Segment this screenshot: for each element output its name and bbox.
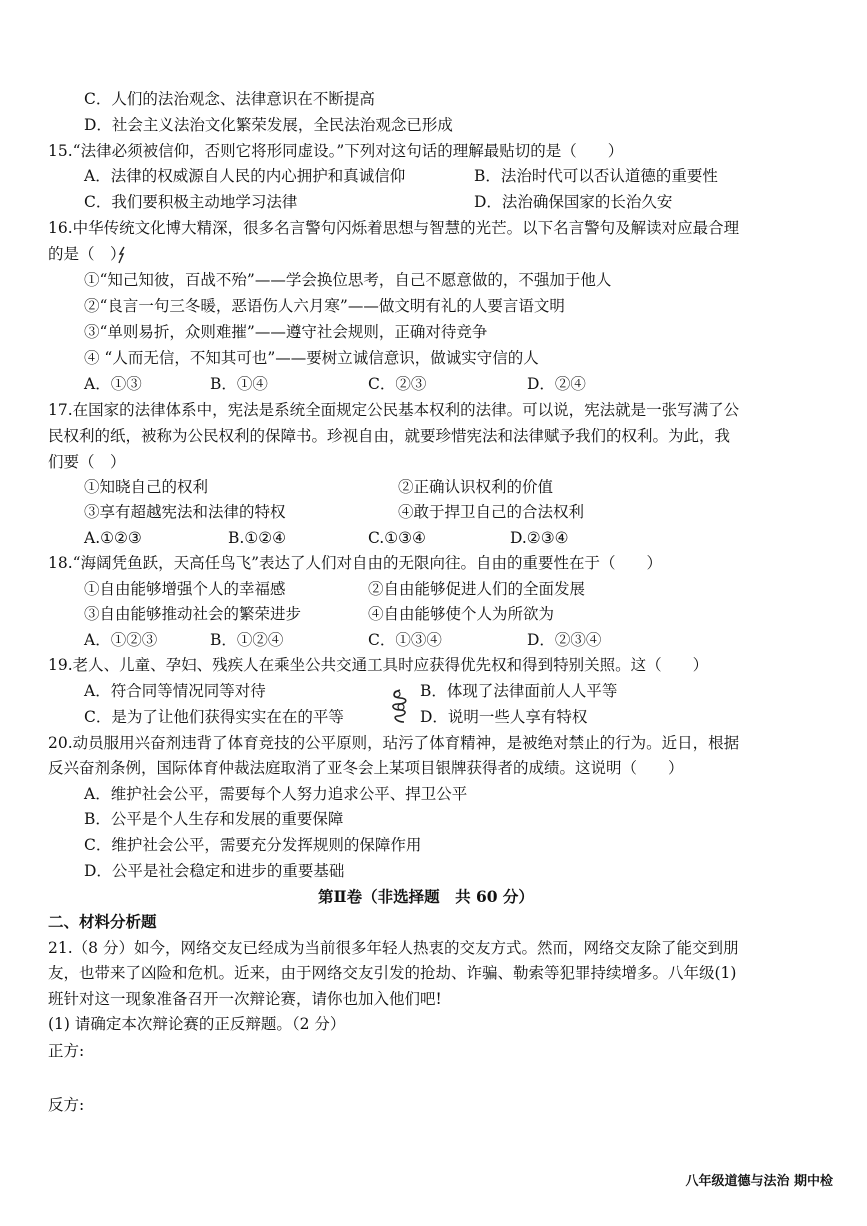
- q16-stem-line2: 的是（ ）: [48, 245, 126, 263]
- q15-option-c: C．我们要积极主动地学习法律: [84, 193, 298, 211]
- q16-option-c: C．②③: [368, 375, 427, 393]
- pen-mark-icon: [116, 246, 128, 264]
- q15-stem: 15.“法律必须被信仰，否则它将形同虚设。”下列对这句话的理解最贴切的是（ ）: [48, 142, 624, 160]
- q16-option-a: A．①③: [84, 375, 142, 393]
- q16-item-1: ①“知己知彼，百战不殆”——学会换位思考，自己不愿意做的，不强加于他人: [84, 271, 612, 289]
- q17-stem-line2: 民权利的纸，被称为公民权利的保障书。珍视自由，就要珍惜宪法和法律赋予我们的权利。为此，我: [48, 427, 731, 445]
- q16-stem-line1: 16.中华传统文化博大精深，很多名言警句闪烁着思想与智慧的光芒。以下名言警句及解读对应最合理: [48, 219, 740, 237]
- q17-stem-line1: 17.在国家的法律体系中，宪法是系统全面规定公民基本权利的法律。可以说，宪法就是一张写满了公: [48, 401, 740, 419]
- q19-option-c: C．是为了让他们获得实实在在的平等: [84, 708, 344, 726]
- q18-stem: 18.“海阔凭鱼跃，天高任鸟飞”表达了人们对自由的无限向往。自由的重要性在于（ ）: [48, 554, 663, 572]
- q17-item-4: ④敢于捍卫自己的合法权利: [398, 503, 585, 521]
- q14-option-c: C．人们的法治观念、法律意识在不断提高: [84, 90, 375, 108]
- q20-option-d: D．公平是社会稳定和进步的重要基础: [84, 862, 345, 880]
- q19-option-a: A．符合同等情况同等对待: [84, 682, 266, 700]
- q16-item-2: ②“良言一句三冬暖，恶语伤人六月寒”——做文明有礼的人要言语文明: [84, 297, 565, 315]
- q15-option-a: A．法律的权威源自人民的内心拥护和真诚信仰: [84, 167, 406, 185]
- q21-subquestion-1: (1) 请确定本次辩论赛的正反辩题。（2 分）: [48, 1015, 346, 1033]
- q21-stem-line2: 友，也带来了凶险和危机。近来，由于网络交友引发的抢劫、诈骗、勒索等犯罪持续增多。八年级(1): [48, 964, 737, 982]
- q19-option-b: B．体现了法律面前人人平等: [420, 682, 618, 700]
- q17-option-b: B.①②④: [228, 529, 287, 547]
- q16-item-4: ④ “人而无信，不知其可也”——要树立诚信意识，做诚实守信的人: [84, 349, 539, 367]
- q15-option-b: B．法治时代可以否认道德的重要性: [474, 167, 718, 185]
- q21-con-side-label: 反方:: [48, 1096, 85, 1114]
- section-heading: 二、材料分析题: [48, 912, 157, 931]
- q17-option-a: A.①②③: [84, 529, 142, 547]
- q21-pro-side-label: 正方:: [48, 1042, 85, 1060]
- q18-item-4: ④自由能够使个人为所欲为: [368, 605, 555, 623]
- q20-option-c: C．维护社会公平，需要充分发挥规则的保障作用: [84, 836, 422, 854]
- q20-option-b: B．公平是个人生存和发展的重要保障: [84, 810, 344, 828]
- q18-item-1: ①自由能够增强个人的幸福感: [84, 580, 286, 598]
- q18-item-3: ③自由能够推动社会的繁荣进步: [84, 605, 302, 623]
- q19-option-d: D．说明一些人享有特权: [420, 708, 588, 726]
- part2-title: 第Ⅱ卷（非选择题 共 60 分）: [318, 887, 534, 906]
- q21-stem-line1: 21.（8 分）如今，网络交友已经成为当前很多年轻人热衷的交友方式。然而，网络交友除了能交到朋: [48, 939, 739, 957]
- scribble-mark-icon: [386, 688, 414, 726]
- q17-item-1: ①知晓自己的权利: [84, 478, 209, 496]
- q16-option-b: B．①④: [210, 375, 268, 393]
- q20-stem-line2: 反兴奋剂条例，国际体育仲裁法庭取消了亚冬会上某项目银牌获得者的成绩。这说明（ ）: [48, 759, 684, 777]
- q17-item-3: ③享有超越宪法和法律的特权: [84, 503, 286, 521]
- q18-item-2: ②自由能够促进人们的全面发展: [368, 580, 586, 598]
- page-footer: 八年级道德与法治 期中检: [685, 1174, 833, 1189]
- q18-option-b: B．①②④: [210, 631, 284, 649]
- q14-option-d: D．社会主义法治文化繁荣发展，全民法治观念已形成: [84, 116, 453, 134]
- q15-option-d: D．法治确保国家的长治久安: [474, 193, 673, 211]
- q18-option-d: D．②③④: [527, 631, 602, 649]
- q17-item-2: ②正确认识权利的价值: [398, 478, 554, 496]
- q17-option-c: C.①③④: [368, 529, 426, 547]
- q21-stem-line3: 班针对这一现象准备召开一次辩论赛，请你也加入他们吧!: [48, 990, 442, 1008]
- q18-option-a: A．①②③: [84, 631, 158, 649]
- q17-option-d: D.②③④: [510, 529, 569, 547]
- q17-stem-line3: 们要（ ）: [48, 453, 126, 471]
- q16-option-d: D．②④: [527, 375, 586, 393]
- q18-option-c: C．①③④: [368, 631, 442, 649]
- q20-option-a: A．维护社会公平，需要每个人努力追求公平、捍卫公平: [84, 785, 468, 803]
- q19-stem: 19.老人、儿童、孕妇、残疾人在乘坐公共交通工具时应获得优先权和得到特别关照。这（ ）: [48, 656, 709, 674]
- q20-stem-line1: 20.动员服用兴奋剂违背了体育竞技的公平原则，玷污了体育精神，是被绝对禁止的行为。近日，根据: [48, 734, 740, 752]
- q16-item-3: ③“单则易折，众则难摧”——遵守社会规则，正确对待竞争: [84, 323, 488, 341]
